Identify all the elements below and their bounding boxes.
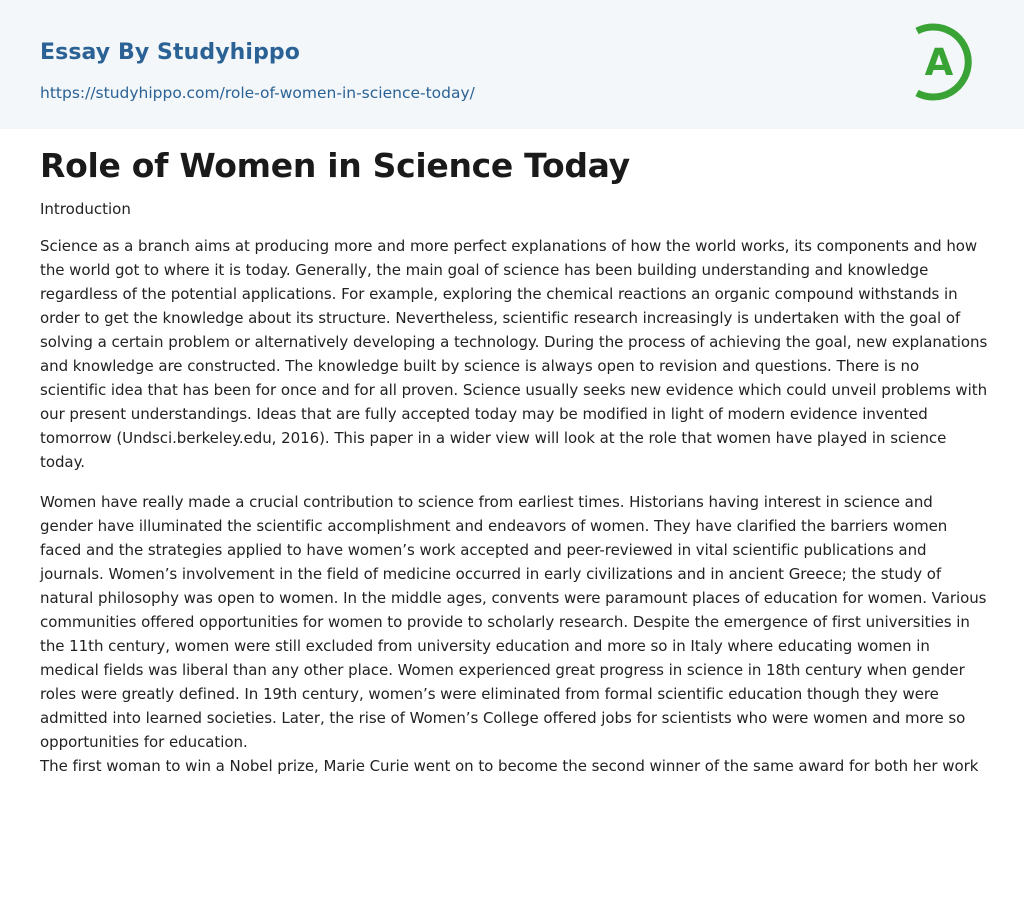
paragraph-1: Science as a branch aims at producing more and more perfect explanations of how the world works, its components and how the world got to where it is today. Generally, the main goal of science has been building understanding and knowledge regardless of the potential applications. For example, exploring the chemical reactions an organic compound withstands in order to get the knowledge about its structure. Nevertheless, scientific research increasingly is undertaken with the goal of solving a certain problem or alternatively developing a technology. During the process of achieving the goal, new explanations and knowledge are constructed. The knowledge built by science is always open to revision and questions. There is no scientific idea that has been for once and for all proven. Science usually seeks new evidence which could unveil problems with our present understandings. Ideas that are fully accepted today may be modified in light of modern evidence invented tomorrow (Undsci.berkeley.edu, 2016). This paper in a wider view will look at the role that women have played in science today. [40, 237, 988, 471]
paragraph-3: The first woman to win a Nobel prize, Marie Curie went on to become the second winner of the same award for both her work [40, 757, 979, 775]
article-body [40, 199, 990, 778]
logo-letter: A [924, 41, 954, 84]
page-url-link[interactable]: https://studyhippo.com/role-of-women-in-science-today/ [40, 84, 475, 102]
section-label: Introduction [40, 200, 131, 218]
site-brand[interactable]: Essay By Studyhippo [40, 40, 300, 65]
paragraph-2: Women have really made a crucial contribution to science from earliest times. Historians having interest in science and gender have illuminated the scientific accomplishment and endeavors of women. They have clarified the barriers women faced and the strategies applied to have women’s work accepted and peer-reviewed in vital scientific publications and journals. Women’s involvement in the field of medicine occurred in early civilizations and in ancient Greece; the study of natural philosophy was open to women. In the middle ages, convents were paramount places of education for women. Various communities offered opportunities for women to provide to scholarly research. Despite the emergence of first universities in the 11th century, women were still excluded from university education and more so in Italy where educating women in medical fields was liberal than any other place. Women experienced great progress in science in 18th century when gender roles were greatly defined. In 19th century, women’s were eliminated from formal scientific education though they were admitted into learned societies. Later, the rise of Women’s College offered jobs for scientists who were women and more so opportunities for education. [40, 493, 987, 751]
studyhippo-logo-icon[interactable] [912, 18, 986, 106]
article-title: Role of Women in Science Today [40, 146, 630, 185]
